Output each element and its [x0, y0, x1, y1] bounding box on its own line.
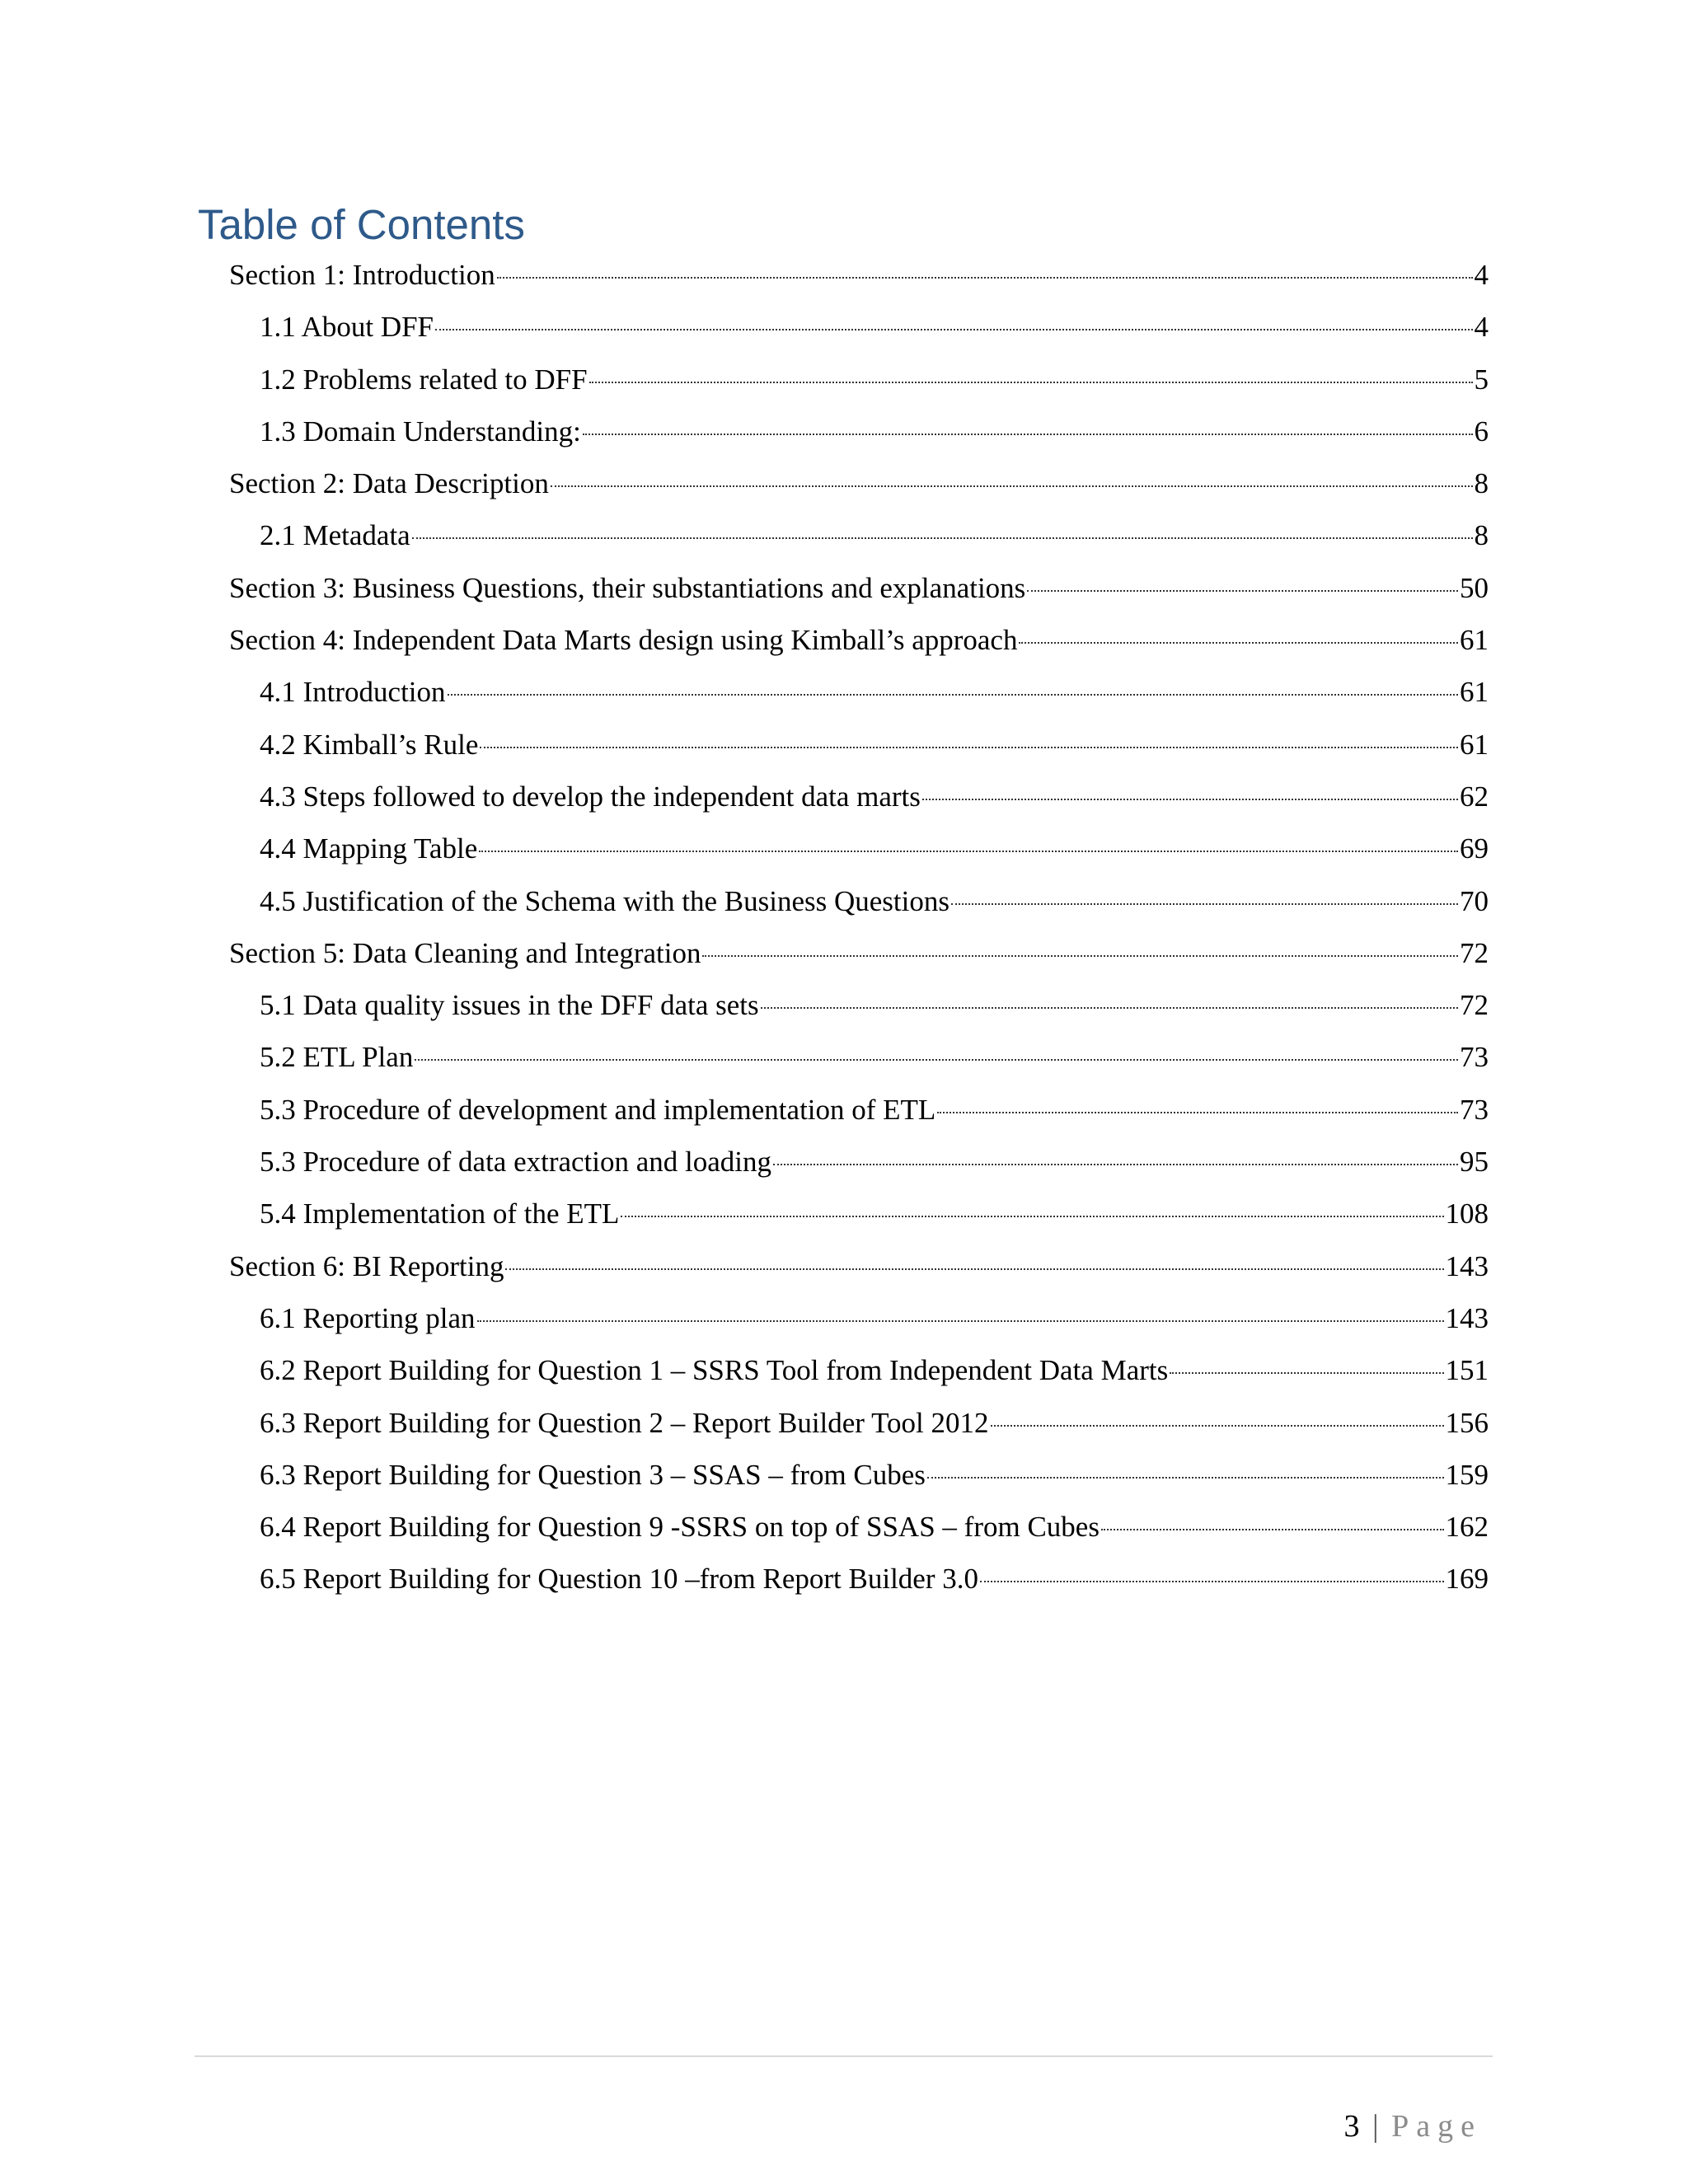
toc-entry-title: 5.4 Implementation of the ETL	[260, 1197, 620, 1230]
toc-entry[interactable]	[229, 823, 1489, 874]
toc-entry-title: 1.2 Problems related to DFF	[260, 363, 588, 396]
toc-entry-page-number: 73	[1460, 1041, 1489, 1074]
toc-dot-leader	[621, 1216, 1443, 1217]
footer-separator: |	[1372, 2109, 1379, 2144]
toc-entry-title: 1.3 Domain Understanding:	[260, 415, 581, 448]
toc-entry-page-number: 6	[1474, 415, 1489, 448]
toc-entry-page-number: 8	[1474, 467, 1489, 500]
toc-entry-page-number: 61	[1460, 728, 1489, 761]
toc-entry-title: Section 1: Introduction	[229, 259, 495, 291]
toc-entry-title: 4.1 Introduction	[260, 676, 446, 709]
toc-entry[interactable]	[229, 979, 1489, 1031]
toc-entry[interactable]	[229, 1188, 1489, 1240]
toc-entry[interactable]	[229, 1449, 1489, 1501]
toc-dot-leader	[479, 851, 1458, 852]
toc-entry-title: 4.2 Kimball’s Rule	[260, 728, 479, 761]
toc-entry[interactable]	[229, 875, 1489, 927]
toc-entry-page-number: 72	[1460, 989, 1489, 1022]
toc-entry-title: 4.3 Steps followed to develop the independent data marts	[260, 780, 921, 813]
toc-entry[interactable]	[229, 1084, 1489, 1136]
page-footer	[1344, 2106, 1482, 2147]
toc-dot-leader	[1027, 590, 1458, 592]
toc-entry[interactable]	[229, 614, 1489, 666]
toc-entry-title: Section 4: Independent Data Marts design using Kimball’s approach	[229, 624, 1018, 657]
toc-dot-leader	[435, 329, 1472, 330]
toc-entry-page-number: 95	[1460, 1146, 1489, 1179]
footer-page-number: 3	[1343, 2109, 1360, 2144]
toc-entry-page-number: 8	[1474, 519, 1489, 552]
toc-entry[interactable]	[229, 1136, 1489, 1188]
toc-dot-leader	[951, 903, 1458, 905]
toc-dot-leader	[1170, 1372, 1443, 1374]
toc-dot-leader	[448, 694, 1458, 696]
toc-dot-leader	[927, 1477, 1444, 1479]
toc-dot-leader	[702, 955, 1458, 957]
toc-entry-page-number: 61	[1460, 624, 1489, 657]
toc-dot-leader	[505, 1268, 1443, 1270]
toc-dot-leader	[922, 799, 1458, 800]
toc-entry-page-number: 143	[1445, 1301, 1489, 1334]
toc-entry[interactable]	[229, 1501, 1489, 1553]
toc-entry-title: 6.2 Report Building for Question 1 – SSRS Tool from Independent Data Marts	[260, 1354, 1169, 1387]
toc-entry[interactable]	[229, 1240, 1489, 1292]
toc-entry-page-number: 4	[1474, 311, 1489, 344]
toc-entry[interactable]	[229, 1397, 1489, 1449]
toc-entry-title: Section 3: Business Questions, their substantiations and explanations	[229, 571, 1026, 604]
toc-entry[interactable]	[229, 249, 1489, 301]
toc-entry-title: 6.4 Report Building for Question 9 -SSRS on top of SSAS – from Cubes	[260, 1511, 1100, 1544]
toc-dot-leader	[980, 1581, 1444, 1582]
toc-dot-leader	[497, 277, 1473, 279]
toc-entry-title: 6.1 Reporting plan	[260, 1301, 476, 1334]
toc-entry-page-number: 162	[1445, 1511, 1489, 1544]
toc-entry-title: 5.1 Data quality issues in the DFF data sets	[260, 989, 759, 1022]
toc-dot-leader	[551, 485, 1473, 487]
toc-entry-title: 5.3 Procedure of data extraction and loading	[260, 1146, 772, 1179]
toc-entry-title: Section 6: BI Reporting	[229, 1249, 504, 1282]
footer-page-label: Page	[1391, 2109, 1482, 2144]
toc-entry[interactable]	[229, 301, 1489, 353]
toc-dot-leader	[1101, 1529, 1444, 1530]
toc-entry[interactable]	[229, 1553, 1489, 1605]
toc-dot-leader	[589, 382, 1473, 383]
toc-dot-leader	[415, 1059, 1458, 1061]
toc-dot-leader	[1019, 642, 1458, 644]
toc-entry-title: 4.5 Justification of the Schema with the Business Questions	[260, 884, 950, 917]
toc-title: Table of Contents	[198, 201, 525, 248]
toc-dot-leader	[937, 1112, 1458, 1113]
toc-entry-page-number: 159	[1445, 1458, 1489, 1491]
toc-entry-page-number: 62	[1460, 780, 1489, 813]
toc-dot-leader	[583, 434, 1473, 435]
toc-entry[interactable]	[229, 509, 1489, 561]
toc-entry[interactable]	[229, 405, 1489, 457]
toc-dot-leader	[773, 1164, 1458, 1165]
toc-entry-page-number: 50	[1460, 571, 1489, 604]
toc-entry-page-number: 72	[1460, 936, 1489, 969]
toc-dot-leader	[991, 1425, 1444, 1427]
toc-entry-title: 5.3 Procedure of development and implementation of ETL	[260, 1093, 936, 1126]
toc-entry-page-number: 61	[1460, 676, 1489, 709]
toc-entry-page-number: 151	[1445, 1354, 1489, 1387]
toc-entry[interactable]	[229, 457, 1489, 509]
toc-entry-page-number: 156	[1445, 1406, 1489, 1439]
footer-rule	[195, 2055, 1493, 2057]
toc-entry-title: 6.3 Report Building for Question 2 – Report Builder Tool 2012	[260, 1406, 989, 1439]
toc-entry[interactable]	[229, 666, 1489, 718]
toc-entry-title: 6.3 Report Building for Question 3 – SSAS – from Cubes	[260, 1458, 926, 1491]
toc-entry-page-number: 143	[1445, 1249, 1489, 1282]
toc-list	[229, 249, 1489, 1605]
toc-entry-page-number: 73	[1460, 1093, 1489, 1126]
toc-entry-title: 4.4 Mapping Table	[260, 832, 478, 865]
toc-entry[interactable]	[229, 1344, 1489, 1396]
toc-entry-title: 6.5 Report Building for Question 10 –from Report Builder 3.0	[260, 1563, 978, 1596]
toc-entry[interactable]	[229, 719, 1489, 771]
toc-entry-title: Section 2: Data Description	[229, 467, 549, 500]
toc-entry-title: 2.1 Metadata	[260, 519, 410, 552]
toc-entry-title: Section 5: Data Cleaning and Integration	[229, 936, 701, 969]
toc-entry-page-number: 69	[1460, 832, 1489, 865]
toc-entry-page-number: 108	[1445, 1197, 1489, 1230]
toc-entry[interactable]	[229, 927, 1489, 979]
toc-entry-page-number: 169	[1445, 1563, 1489, 1596]
toc-dot-leader	[761, 1007, 1458, 1009]
toc-entry[interactable]	[229, 771, 1489, 823]
toc-dot-leader	[412, 537, 1473, 539]
toc-entry-page-number: 5	[1474, 363, 1489, 396]
toc-dot-leader	[480, 747, 1458, 748]
toc-dot-leader	[477, 1320, 1444, 1322]
toc-entry-title: 1.1 About DFF	[260, 311, 434, 344]
toc-entry[interactable]	[229, 1031, 1489, 1083]
toc-entry[interactable]	[229, 1292, 1489, 1344]
toc-entry[interactable]	[229, 562, 1489, 614]
toc-entry-page-number: 70	[1460, 884, 1489, 917]
toc-entry[interactable]	[229, 354, 1489, 405]
toc-entry-page-number: 4	[1474, 259, 1489, 291]
toc-entry-title: 5.2 ETL Plan	[260, 1041, 414, 1074]
